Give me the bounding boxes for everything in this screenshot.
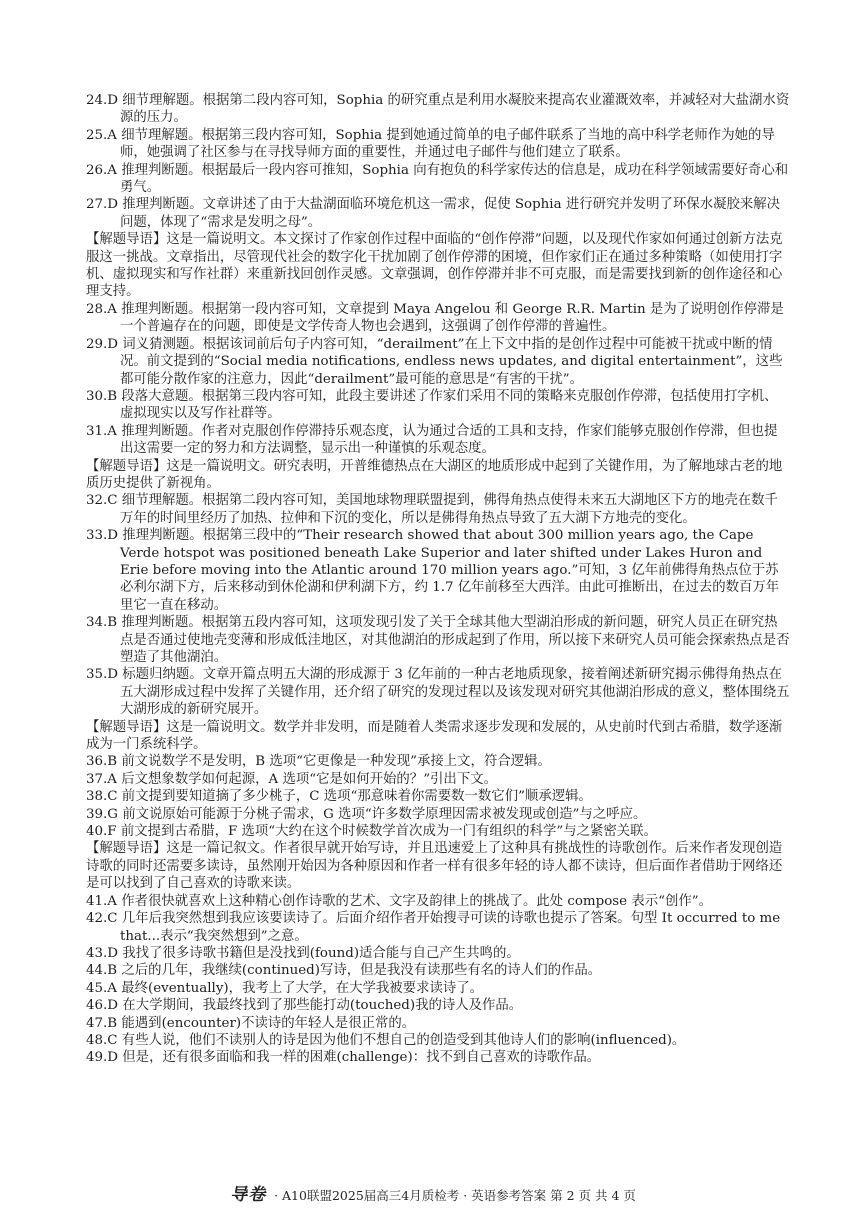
guide-paragraph: 【解题导语】这是一篇说明文。研究表明，开普维德热点在大湖区的地质形成中起到了关键作用，为了解地球古老的地质历史提供了新视角。 [86,458,783,491]
answer-item: 38.C 前文提到要知道摘了多少桃子，C 选项“那意味着你需要数一数它们”顺承逻辑。 [86,789,592,805]
answer-item: 36.B 前文说数学不是发明，B 选项“它更像是一种发现”承接上文，符合逻辑。 [86,754,551,770]
answer-item: 29.D 词义猜测题。根据该词前后句子内容可知，“derailment”在上下文中指的是创作过程中可能被干扰或中断的情况。前文提到的“Social media notifications, endless news updates, and digital entertainment”，这些都可能分散作家的注意力，因此“derailment”最可能的意思是“有害的干扰”。 [86,336,783,387]
answer-item: 27.D 推理判断题。文章讲述了由于大盐湖面临环境危机这一需求，促使 Sophia 进行研究并发明了环保水凝胶来解决问题，体现了“需求是发明之母”。 [86,197,781,230]
answer-item: 39.G 前文说原始可能源于分桃子需求，G 选项“许多数学原理因需求被发现或创造”与之呼应。 [86,806,647,822]
answer-item: 41.A 作者很快就喜欢上这种精心创作诗歌的艺术、文字及韵律上的挑战了。此处 compose 表示“创作”。 [86,893,712,909]
answer-item: 46.D 在大学期间，我最终找到了那些能打动(touched)我的诗人及作品。 [86,998,523,1014]
answer-item: 47.B 能遇到(encounter)不读诗的年轻人是很正常的。 [86,1015,416,1031]
answer-item: 43.D 我找了很多诗歌书籍但是没找到(found)适合能与自己产生共鸣的。 [86,945,520,961]
answer-item: 33.D 推理判断题。根据第三段中的“Their research showed that about 300 million years ago, the Cape Verde hotspot was positioned beneath Lake Superior and later shifted under Lakes Huron and Erie before moving into the Atlantic around 170 million years ago.”可知，3 亿年前佛得角热点位于苏必利尔湖下方，后来移动到休伦湖和伊利湖下方，约 1.7 亿年前移至大西洋。由此可推断出，在过去的数百万年里它一直在移动。 [86,528,780,613]
answer-item: 24.D 细节理解题。根据第二段内容可知，Sophia 的研究重点是利用水凝胶来提高农业灌溉效率，并减轻对大盐湖水资源的压力。 [86,93,790,126]
answer-item: 30.B 段落大意题。根据第三段内容可知，此段主要讲述了作家们采用不同的策略来克服创作停滞，包括使用打字机、虚拟现实以及写作社群等。 [86,388,778,422]
guide-paragraph: 【解题导语】这是一篇记叙文。作者很早就开始写诗，并且迅速爱上了这种具有挑战性的诗歌创作。后来作者发现创造诗歌的同时还需要多读诗，虽然刚开始因为各种原因和作者一样有很多年轻的诗人都不读诗，但后面作者借助于网络还是可以找到了自己喜欢的诗歌来读。 [86,841,783,892]
answer-item: 35.D 标题归纳题。文章开篇点明五大湖的形成源于 3 亿年前的一种古老地质现象，接着阐述新研究揭示佛得角热点在五大湖形成过程中发挥了关键作用，还介绍了研究的发现过程以及该发现对研究其他湖泊形成的意义，整体围绕五大湖形成的新研究展开。 [86,667,790,718]
answer-item: 45.A 最终(eventually)，我考上了大学，在大学我被要求读诗了。 [86,980,484,996]
answer-item: 25.A 细节理解题。根据第三段内容可知，Sophia 提到她通过简单的电子邮件联系了当地的高中科学老师作为她的导师，她强调了社区参与在寻找导师方面的重要性，并通过电子邮件与他们建立了联系。 [86,127,775,161]
answer-item: 49.D 但是，还有很多面临和我一样的困难(challenge)：找不到自己喜欢的诗歌作品。 [86,1050,601,1066]
footer-text: · A10联盟2025届高三4月质检考 · 英语参考答案 第 2 页 共 4 页 [274,1188,636,1203]
publisher-logo: 导卷 [229,1185,270,1205]
answer-item: 31.A 推理判断题。作者对克服创作停滞持乐观态度，认为通过合适的工具和支持，作家们能够克服创作停滞，但也提出这需要一定的努力和方法调整，显示出一种谨慎的乐观态度。 [86,423,778,457]
answer-item: 34.B 推理判断题。根据第五段内容可知，这项发现引发了关于全球其他大型湖泊形成的新问题，研究人员正在研究热点是否通过使地壳变薄和形成低洼地区，对其他湖泊的形成起到了作用，所以接下来研究人员可能会探索热点是否塑造了其他湖泊。 [86,615,790,665]
guide-paragraph: 【解题导语】这是一篇说明文。本文探讨了作家创作过程中面临的“创作停滞”问题，以及现代作家如何通过创新方法克服这一挑战。文章指出，尽管现代社会的数字化干扰加剧了创作停滞的困境，但作家们正在通过多种策略（如使用打字机、虚拟现实和写作社群）来重新找回创作灵感。文章强调，创作停滞并非不可克服，而是需要找到新的创作途径和心理支持。 [86,232,783,300]
answer-item: 26.A 推理判断题。根据最后一段内容可推知，Sophia 向有抱负的科学家传达的信息是，成功在科学领域需要好奇心和勇气。 [86,162,789,196]
answer-item: 32.C 细节理解题。根据第二段内容可知，美国地球物理联盟提到，佛得角热点使得未来五大湖地区下方的地壳在数千万年的时间里经历了加热、拉伸和下沉的变化，所以是佛得角热点导致了五大湖下方地壳的变化。 [86,493,778,526]
answer-key-body [86,92,790,1067]
answer-item: 40.F 前文提到古希腊，F 选项“大约在这个时候数学首次成为一门有组织的科学”与之紧密关联。 [86,824,657,840]
answer-item: 28.A 推理判断题。根据第一段内容可知，文章提到 Maya Angelou 和 George R.R. Martin 是为了说明创作停滞是一个普遍存在的问题，即使是文学传奇人物也会遇到，这强调了创作停滞的普遍性。 [86,301,784,335]
answer-item: 48.C 有些人说，他们不读别人的诗是因为他们不想自己的创造受到其他诗人们的影响(influenced)。 [86,1032,686,1048]
answer-item: 44.B 之后的几年，我继续(continued)写诗，但是我没有读那些有名的诗人们的作品。 [86,963,602,979]
answer-item: 42.C 几年后我突然想到我应该要读诗了。后面介绍作者开始搜寻可读的诗歌也提示了答案。句型 It occurred to me that...表示“我突然想到”之意。 [86,911,781,944]
page-footer [0,1180,868,1205]
answer-item: 37.A 后文想象数学如何起源，A 选项“它是如何开始的？”引出下文。 [86,771,497,787]
guide-paragraph: 【解题导语】这是一篇说明文。数学并非发明，而是随着人类需求逐步发现和发展的，从史前时代到古希腊，数学逐渐成为一门系统科学。 [86,719,783,753]
